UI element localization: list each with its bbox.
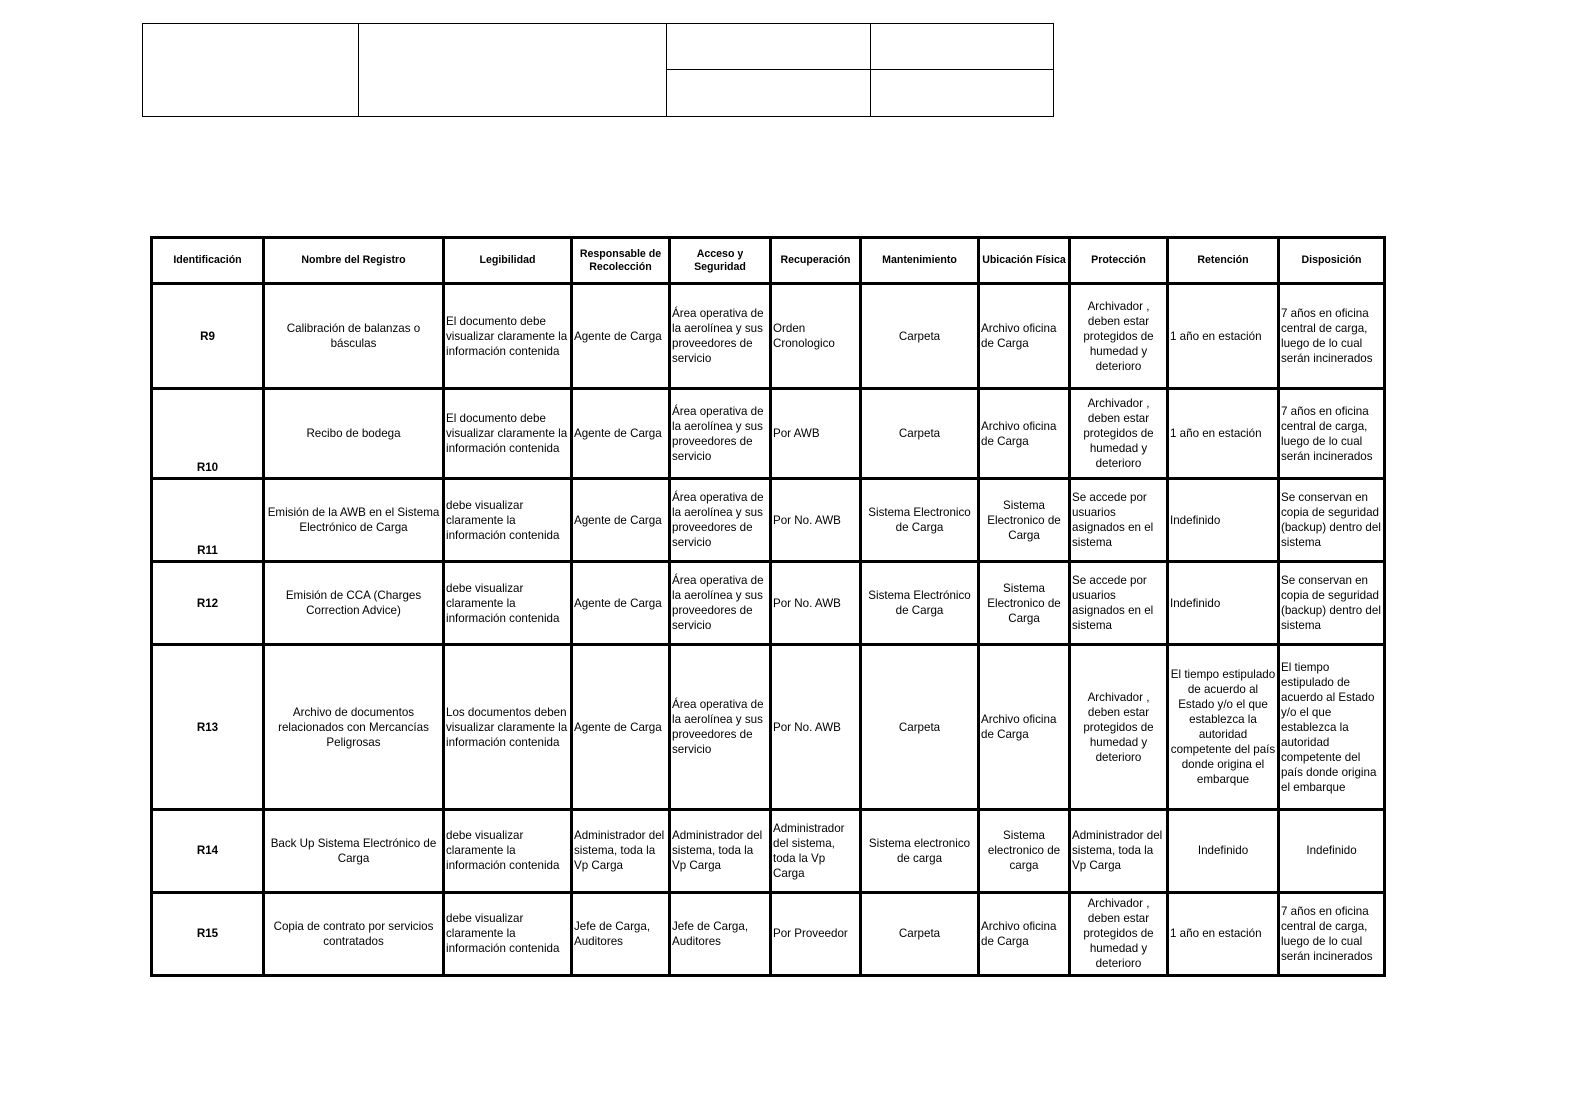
- header-cell-title: [359, 24, 667, 117]
- cell-acceso: Área operativa de la aerolínea y sus proveedores de servicio: [670, 645, 771, 809]
- cell-proteccion: Administrador del sistema, toda la Vp Carga: [1070, 809, 1168, 892]
- cell-disposicion: 7 años en oficina central de carga, luego de lo cual serán incinerados: [1279, 892, 1385, 975]
- cell-id: R15: [152, 892, 264, 975]
- table-row: [152, 284, 1385, 389]
- cell-proteccion: Archivador , deben estar protegidos de humedad y deterioro: [1070, 284, 1168, 389]
- cell-mantenimiento: Carpeta: [861, 892, 979, 975]
- cell-acceso: Jefe de Carga, Auditores: [670, 892, 771, 975]
- cell-id: R14: [152, 809, 264, 892]
- table-row: [152, 645, 1385, 809]
- cell-responsable: Agente de Carga: [572, 284, 670, 389]
- col-header-disposicion: Disposición: [1279, 238, 1385, 284]
- cell-responsable: Jefe de Carga, Auditores: [572, 892, 670, 975]
- cell-nombre: Emisión de la AWB en el Sistema Electrónico de Carga: [264, 479, 444, 562]
- cell-acceso: Administrador del sistema, toda la Vp Carga: [670, 809, 771, 892]
- cell-responsable: Agente de Carga: [572, 479, 670, 562]
- cell-retencion: Indefinido: [1168, 809, 1279, 892]
- cell-nombre: Copia de contrato por servicios contratados: [264, 892, 444, 975]
- cell-legibilidad: El documento debe visualizar claramente la información contenida: [444, 389, 572, 479]
- cell-retencion: 1 año en estación: [1168, 284, 1279, 389]
- col-header-proteccion: Protección: [1070, 238, 1168, 284]
- cell-mantenimiento: Carpeta: [861, 389, 979, 479]
- cell-disposicion: El tiempo estipulado de acuerdo al Estado y/o el que establezca la autoridad competente del país donde origina el embarque: [1279, 645, 1385, 809]
- cell-nombre: Recibo de bodega: [264, 389, 444, 479]
- cell-legibilidad: Los documentos deben visualizar claramente la información contenida: [444, 645, 572, 809]
- cell-responsable: Administrador del sistema, toda la Vp Carga: [572, 809, 670, 892]
- cell-responsable: Agente de Carga: [572, 645, 670, 809]
- table-row: [152, 809, 1385, 892]
- cell-ubicacion: Archivo oficina de Carga: [979, 645, 1070, 809]
- cell-proteccion: Se accede por usuarios asignados en el sistema: [1070, 562, 1168, 645]
- col-header-nombre: Nombre del Registro: [264, 238, 444, 284]
- header-cell-page: [871, 70, 1054, 117]
- cell-legibilidad: debe visualizar claramente la información contenida: [444, 479, 572, 562]
- cell-disposicion: Se conservan en copia de seguridad (backup) dentro del sistema: [1279, 562, 1385, 645]
- col-header-responsable: Responsable de Recolección: [572, 238, 670, 284]
- col-header-ubicacion: Ubicación Física: [979, 238, 1070, 284]
- document-header-block: [142, 23, 1054, 117]
- cell-ubicacion: Sistema electronico de carga: [979, 809, 1070, 892]
- cell-legibilidad: debe visualizar claramente la información contenida: [444, 892, 572, 975]
- cell-proteccion: Archivador , deben estar protegidos de humedad y deterioro: [1070, 892, 1168, 975]
- cell-ubicacion: Sistema Electronico de Carga: [979, 479, 1070, 562]
- cell-recuperacion: Por AWB: [771, 389, 861, 479]
- cell-nombre: Archivo de documentos relacionados con Mercancías Peligrosas: [264, 645, 444, 809]
- cell-proteccion: Archivador , deben estar protegidos de humedad y deterioro: [1070, 645, 1168, 809]
- cell-nombre: Emisión de CCA (Charges Correction Advice): [264, 562, 444, 645]
- cell-id: R13: [152, 645, 264, 809]
- header-cell-logo: [143, 24, 359, 117]
- table-header-row: [152, 238, 1385, 284]
- cell-mantenimiento: Carpeta: [861, 645, 979, 809]
- cell-legibilidad: debe visualizar claramente la información contenida: [444, 562, 572, 645]
- cell-legibilidad: debe visualizar claramente la información contenida: [444, 809, 572, 892]
- cell-ubicacion: Archivo oficina de Carga: [979, 892, 1070, 975]
- cell-ubicacion: Archivo oficina de Carga: [979, 389, 1070, 479]
- table-row: [152, 892, 1385, 975]
- cell-nombre: Back Up Sistema Electrónico de Carga: [264, 809, 444, 892]
- cell-id: R9: [152, 284, 264, 389]
- col-header-recuperacion: Recuperación: [771, 238, 861, 284]
- cell-disposicion: Indefinido: [1279, 809, 1385, 892]
- cell-retencion: 1 año en estación: [1168, 892, 1279, 975]
- col-header-mantenimiento: Mantenimiento: [861, 238, 979, 284]
- cell-ubicacion: Sistema Electronico de Carga: [979, 562, 1070, 645]
- cell-responsable: Agente de Carga: [572, 562, 670, 645]
- cell-id: R11: [152, 479, 264, 562]
- cell-retencion: Indefinido: [1168, 562, 1279, 645]
- cell-proteccion: Archivador , deben estar protegidos de humedad y deterioro: [1070, 389, 1168, 479]
- cell-disposicion: 7 años en oficina central de carga, luego de lo cual serán incinerados: [1279, 284, 1385, 389]
- cell-id: R10: [152, 389, 264, 479]
- header-cell-version: [871, 24, 1054, 70]
- cell-nombre: Calibración de balanzas o básculas: [264, 284, 444, 389]
- cell-acceso: Área operativa de la aerolínea y sus proveedores de servicio: [670, 284, 771, 389]
- cell-legibilidad: El documento debe visualizar claramente la información contenida: [444, 284, 572, 389]
- cell-recuperacion: Orden Cronologico: [771, 284, 861, 389]
- cell-recuperacion: Por No. AWB: [771, 645, 861, 809]
- cell-acceso: Área operativa de la aerolínea y sus proveedores de servicio: [670, 562, 771, 645]
- cell-recuperacion: Administrador del sistema, toda la Vp Carga: [771, 809, 861, 892]
- header-cell-date: [667, 70, 871, 117]
- cell-disposicion: 7 años en oficina central de carga, luego de lo cual serán incinerados: [1279, 389, 1385, 479]
- cell-retencion: 1 año en estación: [1168, 389, 1279, 479]
- cell-disposicion: Se conservan en copia de seguridad (backup) dentro del sistema: [1279, 479, 1385, 562]
- cell-recuperacion: Por No. AWB: [771, 479, 861, 562]
- cell-retencion: Indefinido: [1168, 479, 1279, 562]
- cell-recuperacion: Por Proveedor: [771, 892, 861, 975]
- cell-acceso: Área operativa de la aerolínea y sus proveedores de servicio: [670, 479, 771, 562]
- cell-acceso: Área operativa de la aerolínea y sus proveedores de servicio: [670, 389, 771, 479]
- cell-responsable: Agente de Carga: [572, 389, 670, 479]
- header-cell-code: [667, 24, 871, 70]
- col-header-legibilidad: Legibilidad: [444, 238, 572, 284]
- cell-recuperacion: Por No. AWB: [771, 562, 861, 645]
- col-header-retencion: Retención: [1168, 238, 1279, 284]
- cell-mantenimiento: Sistema Electrónico de Carga: [861, 562, 979, 645]
- cell-id: R12: [152, 562, 264, 645]
- table-row: [152, 562, 1385, 645]
- table-row: [152, 479, 1385, 562]
- cell-retencion: El tiempo estipulado de acuerdo al Estado y/o el que establezca la autoridad competente del país donde origina el embarque: [1168, 645, 1279, 809]
- records-table: [150, 236, 1386, 977]
- cell-mantenimiento: Sistema electronico de carga: [861, 809, 979, 892]
- col-header-identificacion: Identificación: [152, 238, 264, 284]
- cell-mantenimiento: Sistema Electronico de Carga: [861, 479, 979, 562]
- col-header-acceso: Acceso y Seguridad: [670, 238, 771, 284]
- table-row: [152, 389, 1385, 479]
- cell-ubicacion: Archivo oficina de Carga: [979, 284, 1070, 389]
- cell-mantenimiento: Carpeta: [861, 284, 979, 389]
- cell-proteccion: Se accede por usuarios asignados en el sistema: [1070, 479, 1168, 562]
